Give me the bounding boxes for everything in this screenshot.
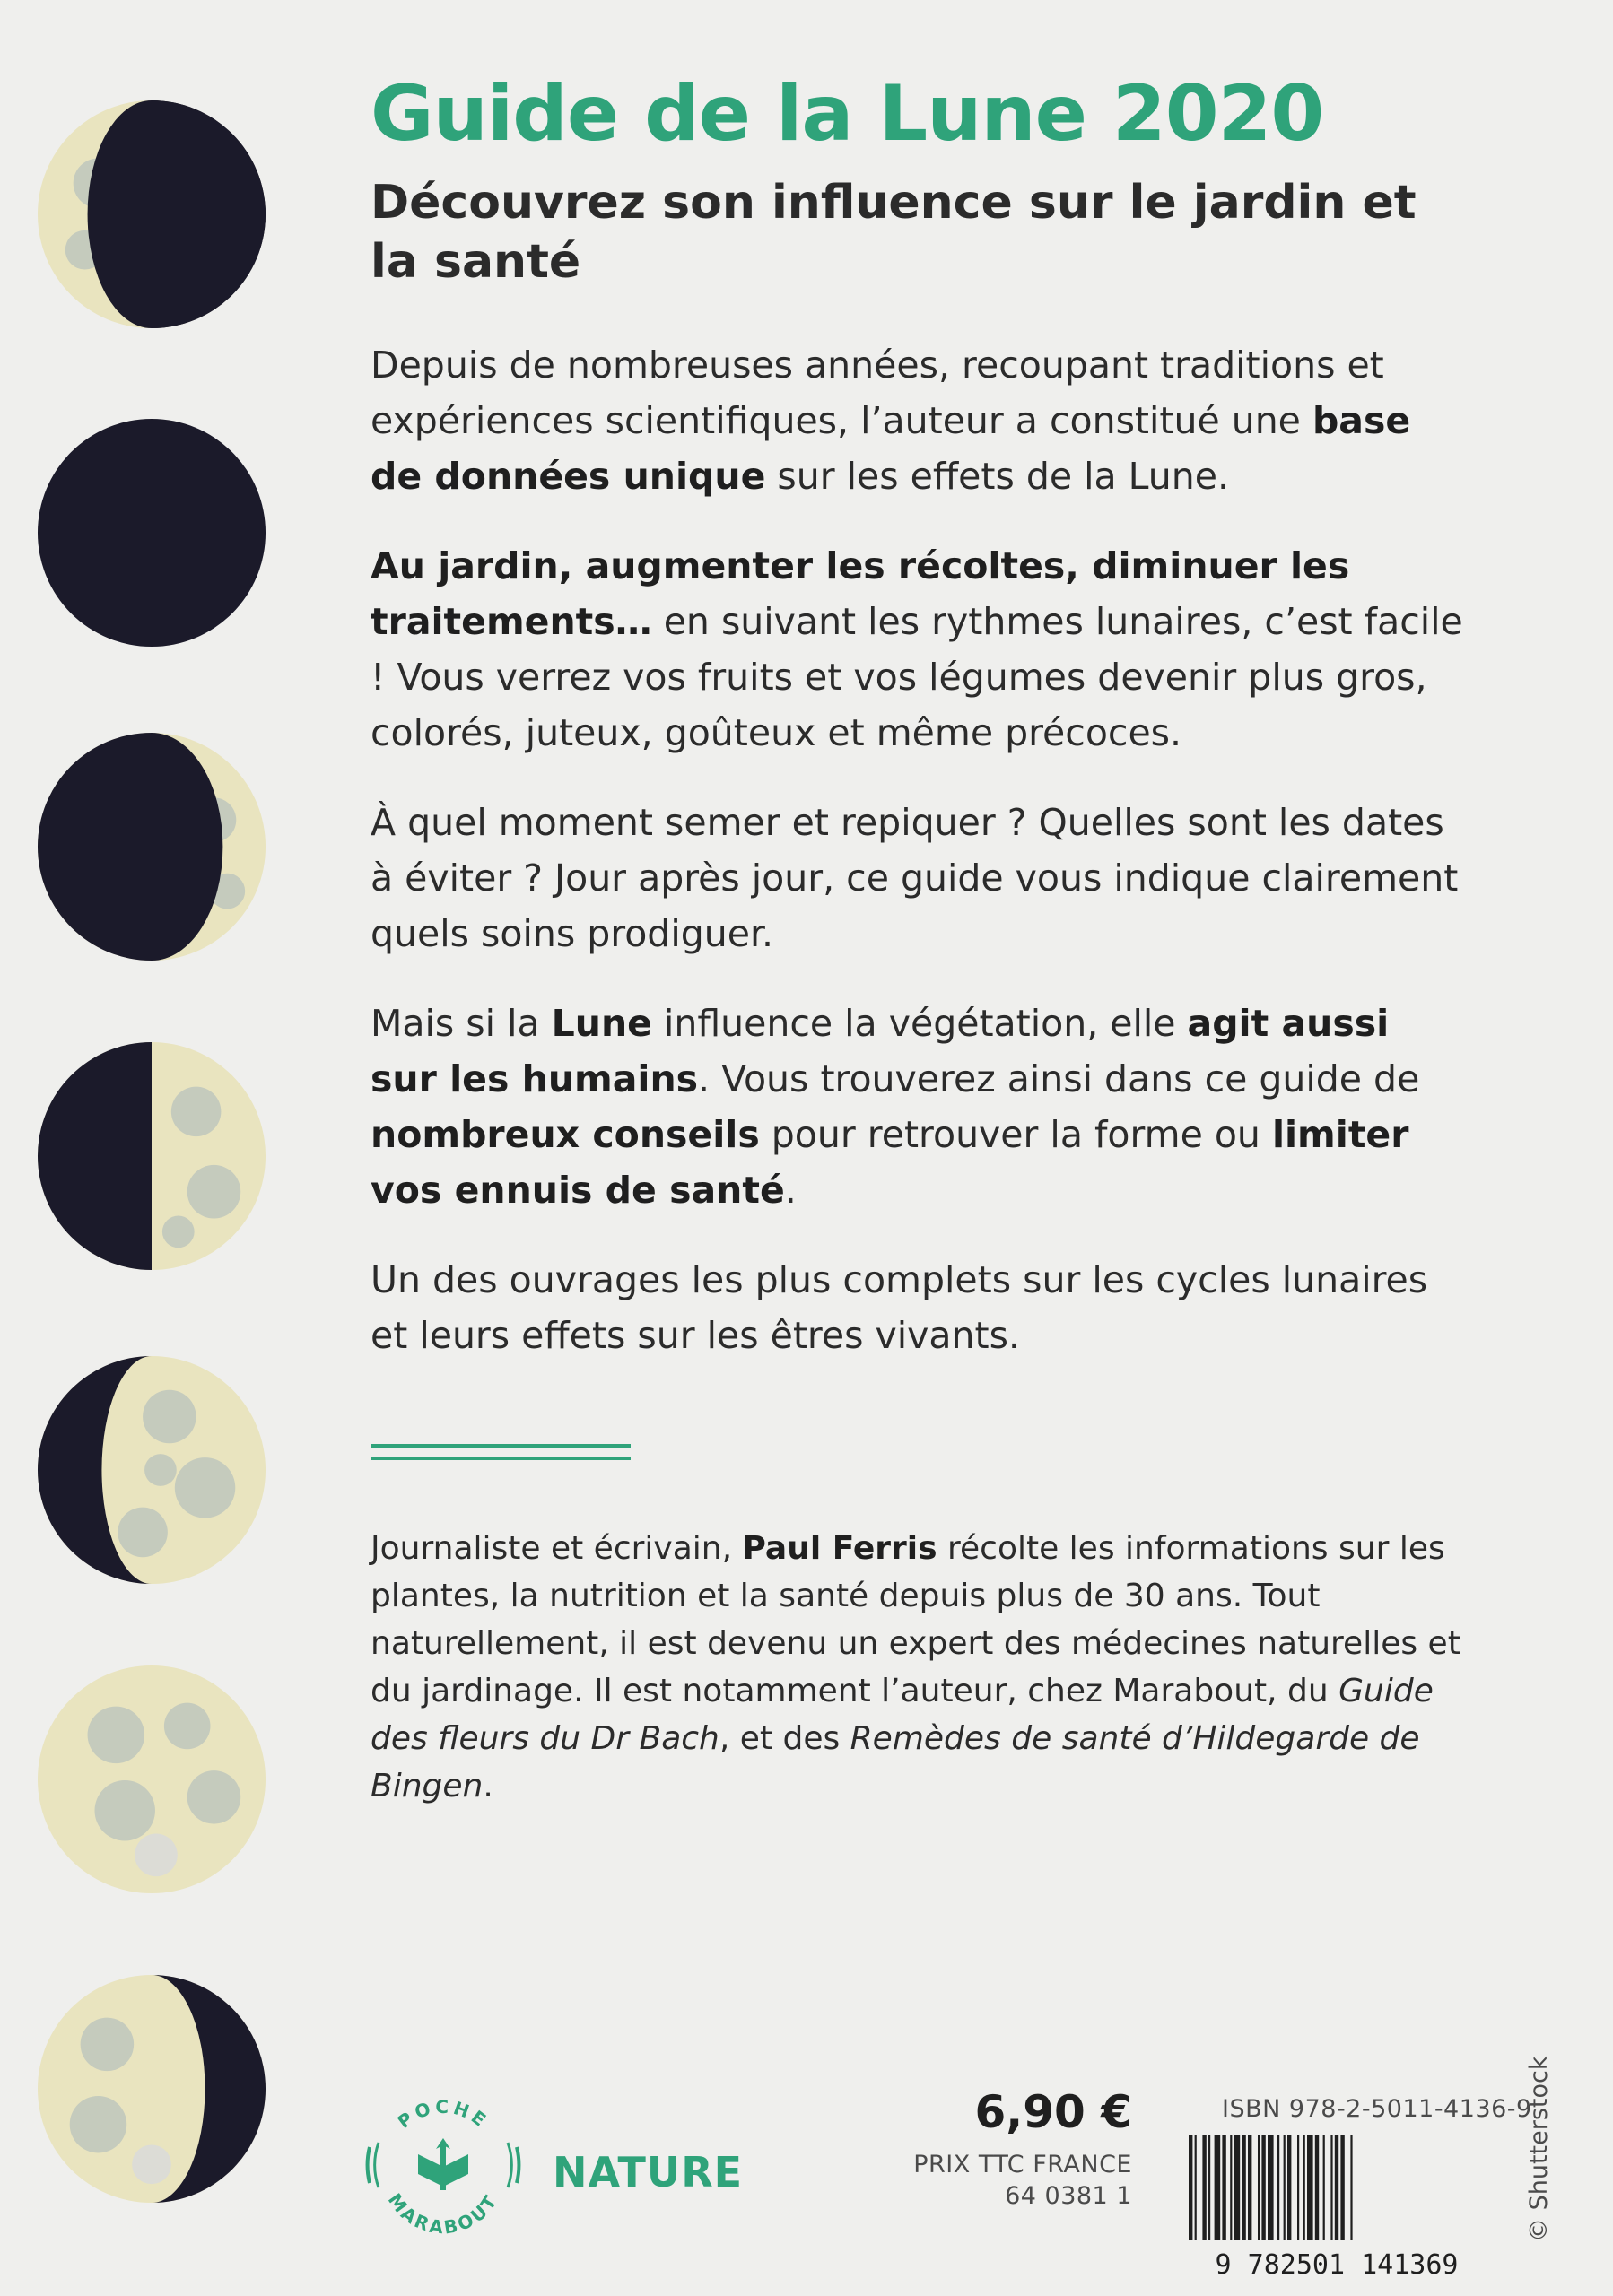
barcode-bar	[1350, 2135, 1352, 2240]
barcode-bar	[1230, 2135, 1232, 2240]
barcode-bar	[1258, 2135, 1260, 2240]
isbn: ISBN 978-2-5011-4136-9	[1222, 2095, 1532, 2123]
main-text	[371, 69, 1465, 1810]
moon-phase-1-icon	[36, 99, 267, 330]
svg-text:POCHE: POCHE	[393, 2095, 493, 2133]
back-cover-footer	[0, 2063, 1613, 2296]
barcode-bar	[1335, 2135, 1338, 2240]
barcode-bar	[1195, 2135, 1197, 2240]
barcode	[1171, 2135, 1503, 2278]
barcode-bar	[1189, 2135, 1192, 2240]
paragraph-1: Depuis de nombreuses années, recoupant traditions et expériences scientifiques, l’auteur a constitué une base de données unique sur les effets de la Lune.	[371, 343, 1411, 498]
barcode-bar	[1284, 2135, 1286, 2240]
price-block	[913, 2086, 1132, 2210]
barcode-bar	[1208, 2135, 1210, 2240]
poche-marabout-logo	[362, 2084, 524, 2246]
moon-phase-4-icon	[36, 1040, 267, 1272]
barcode-bar	[1340, 2135, 1344, 2240]
barcode-bar	[1315, 2135, 1319, 2240]
price-label: PRIX TTC FRANCE	[913, 2151, 1132, 2179]
barcode-bar	[1202, 2135, 1206, 2240]
barcode-bar	[1277, 2135, 1279, 2240]
barcode-bar	[1323, 2135, 1325, 2240]
barcode-bar	[1268, 2135, 1274, 2240]
barcode-bar	[1297, 2135, 1299, 2240]
barcode-bar	[1287, 2135, 1291, 2240]
barcode-bar	[1248, 2135, 1251, 2240]
barcode-bar	[1307, 2135, 1313, 2240]
photo-credit: © Shutterstock	[1525, 2056, 1553, 2242]
moon-phase-3-icon	[36, 731, 267, 962]
barcode-bar	[1303, 2135, 1305, 2240]
price: 6,90 €	[974, 2086, 1132, 2138]
paragraph-3: À quel moment semer et repiquer ? Quelles sont les dates à éviter ? Jour après jour, ce guide vous indique clairement quels soins prodiguer.	[371, 800, 1459, 955]
paragraph-5: Un des ouvrages les plus complets sur les cycles lunaires et leurs effets sur les êtres vivants.	[371, 1257, 1428, 1357]
paragraph-2: Au jardin, augmenter les récoltes, diminuer les traitements… en suivant les rythmes lunaires, c’est facile ! Vous verrez vos fruits et vos légumes devenir plus gros, colorés, juteux, goûteux et même précoces.	[371, 544, 1463, 754]
barcode-bar	[1234, 2135, 1241, 2240]
barcode-bar	[1215, 2135, 1221, 2240]
barcode-bar	[1242, 2135, 1245, 2240]
barcode-bar	[1261, 2135, 1265, 2240]
moon-phase-5-icon	[36, 1354, 267, 1586]
collection-label: NATURE	[553, 2148, 744, 2196]
subtitle: Découvrez son influence sur le jardin et la santé	[371, 175, 1417, 290]
svg-text:MARABOUT: MARABOUT	[383, 2188, 502, 2239]
barcode-bar	[1222, 2135, 1225, 2240]
page-title: Guide de la Lune 2020	[371, 69, 1324, 159]
price-code: 64 0381 1	[1005, 2182, 1132, 2210]
author-bio: Journaliste et écrivain, Paul Ferris récolte les informations sur les plantes, la nutrition et la santé depuis plus de 30 ans. Tout naturellement, il est devenu un expert des médecines naturelles et du jardinage. Il est notamment l’auteur, chez Marabout, du Guide des fleurs du Dr Bach, et des Remèdes de santé d’Hildegarde de Bingen.	[371, 1529, 1460, 1805]
moon-phase-column	[36, 0, 269, 2296]
divider	[371, 1444, 631, 1460]
moon-phase-6-icon	[36, 1664, 267, 1895]
barcode-digits: 9 782501 141369	[1215, 2249, 1459, 2278]
barcode-bar	[1330, 2135, 1332, 2240]
paragraph-4: Mais si la Lune influence la végétation, elle agit aussi sur les humains. Vous trouverez ainsi dans ce guide de nombreux conseils pour retrouver la forme ou limiter vos ennuis de santé.	[371, 1001, 1420, 1212]
moon-phase-2-icon	[36, 417, 267, 648]
